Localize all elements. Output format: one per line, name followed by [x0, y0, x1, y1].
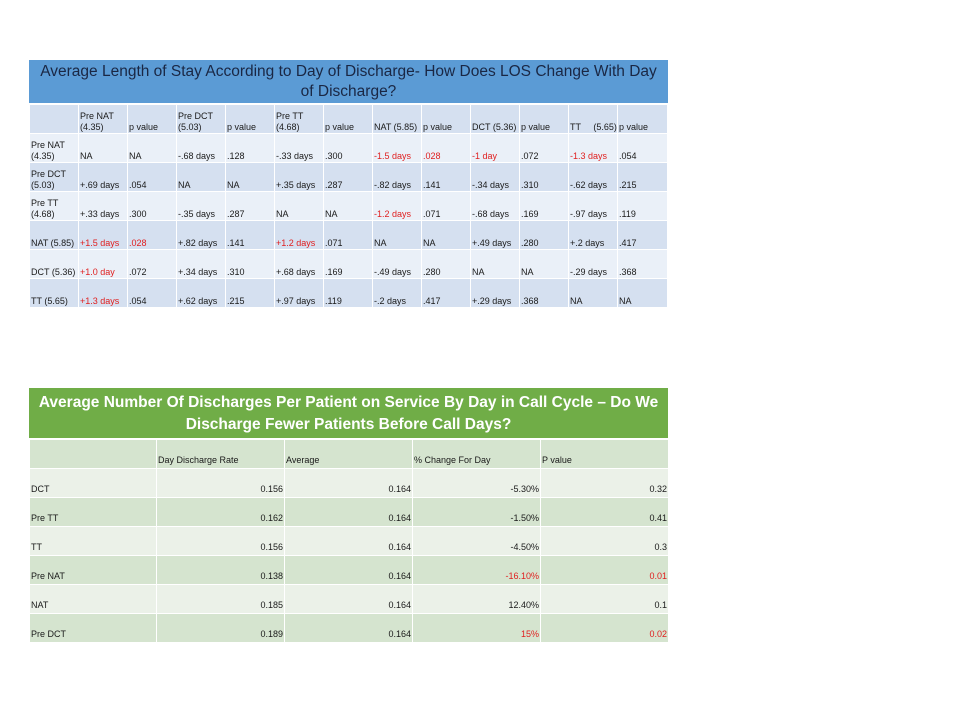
table-cell: .215 — [618, 163, 668, 192]
header-cell: Pre DCT (5.03) — [177, 105, 226, 134]
header-cell: p value — [226, 105, 275, 134]
table-cell: 0.164 — [285, 614, 413, 643]
table-cell: 0.3 — [541, 527, 669, 556]
table-cell: .280 — [520, 221, 569, 250]
table-cell: .368 — [618, 250, 668, 279]
table-cell: +.82 days — [177, 221, 226, 250]
header-cell: p value — [128, 105, 177, 134]
table-row — [30, 556, 669, 585]
table-row — [30, 221, 668, 250]
table-cell: 0.164 — [285, 469, 413, 498]
table-cell: 0.189 — [157, 614, 285, 643]
row-label: NAT (5.85) — [30, 221, 79, 250]
table-cell: NA — [324, 192, 373, 221]
table-cell: +.33 days — [79, 192, 128, 221]
header-cell: TT (5.65) — [569, 105, 618, 134]
table-cell: 12.40% — [413, 585, 541, 614]
table-cell: -5.30% — [413, 469, 541, 498]
table-cell: 0.32 — [541, 469, 669, 498]
table-cell: .119 — [618, 192, 668, 221]
table-cell: .071 — [422, 192, 471, 221]
table-cell: 0.162 — [157, 498, 285, 527]
table-cell: .417 — [618, 221, 668, 250]
table-cell: +.34 days — [177, 250, 226, 279]
discharges-table — [29, 439, 669, 643]
table-cell: NA — [275, 192, 324, 221]
table-cell: +1.2 days — [275, 221, 324, 250]
los-table — [29, 104, 668, 308]
table-cell: .141 — [422, 163, 471, 192]
table-cell: 0.164 — [285, 556, 413, 585]
table-cell: 0.164 — [285, 498, 413, 527]
table-cell: 0.41 — [541, 498, 669, 527]
table-row — [30, 498, 669, 527]
table-row — [30, 192, 668, 221]
table-cell: .169 — [324, 250, 373, 279]
table-row — [30, 527, 669, 556]
table-cell: .071 — [324, 221, 373, 250]
header-cell: NAT (5.85) — [373, 105, 422, 134]
table-cell: .310 — [226, 250, 275, 279]
table-cell: 0.164 — [285, 527, 413, 556]
table-cell: NA — [79, 134, 128, 163]
table-cell: .368 — [520, 279, 569, 308]
table-cell: 0.156 — [157, 469, 285, 498]
discharges-header-row — [30, 440, 669, 469]
table-cell: .072 — [128, 250, 177, 279]
table-cell: +1.3 days — [79, 279, 128, 308]
table-cell: 0.156 — [157, 527, 285, 556]
table-cell: .128 — [226, 134, 275, 163]
table-cell: 0.1 — [541, 585, 669, 614]
table-cell: +.2 days — [569, 221, 618, 250]
table-row — [30, 585, 669, 614]
header-cell: p value — [422, 105, 471, 134]
table-cell: .310 — [520, 163, 569, 192]
header-cell: Pre TT (4.68) — [275, 105, 324, 134]
discharges-table-title: Average Number Of Discharges Per Patient on Service By Day in Call Cycle – Do We Discharge Fewer Patients Before Call Days? — [29, 388, 668, 439]
row-label: Pre NAT — [30, 556, 157, 585]
table-cell: -16.10% — [413, 556, 541, 585]
table-cell: -.49 days — [373, 250, 422, 279]
row-label: TT — [30, 527, 157, 556]
table-cell: -1.5 days — [373, 134, 422, 163]
row-label: Pre DCT (5.03) — [30, 163, 79, 192]
table-cell: .215 — [226, 279, 275, 308]
row-label: TT (5.65) — [30, 279, 79, 308]
table-cell: NA — [177, 163, 226, 192]
table-cell: .300 — [324, 134, 373, 163]
table-cell: -.68 days — [177, 134, 226, 163]
row-label: Pre TT (4.68) — [30, 192, 79, 221]
table-cell: .287 — [324, 163, 373, 192]
header-cell: p value — [324, 105, 373, 134]
table-cell: +.68 days — [275, 250, 324, 279]
table-cell: NA — [226, 163, 275, 192]
header-cell: P value — [541, 440, 669, 469]
header-cell: Day Discharge Rate — [157, 440, 285, 469]
table-cell: .028 — [422, 134, 471, 163]
table-cell: .280 — [422, 250, 471, 279]
table-cell: NA — [422, 221, 471, 250]
table-cell: +.97 days — [275, 279, 324, 308]
table-cell: -1.2 days — [373, 192, 422, 221]
table-cell: .417 — [422, 279, 471, 308]
table-cell: +.62 days — [177, 279, 226, 308]
table-cell: NA — [373, 221, 422, 250]
table-cell: -.34 days — [471, 163, 520, 192]
table-cell: +1.5 days — [79, 221, 128, 250]
header-cell: p value — [520, 105, 569, 134]
table-cell: -4.50% — [413, 527, 541, 556]
table-cell: NA — [569, 279, 618, 308]
table-cell: NA — [471, 250, 520, 279]
header-cell: p value — [618, 105, 668, 134]
table-cell: -.33 days — [275, 134, 324, 163]
table-cell: .072 — [520, 134, 569, 163]
header-cell: Pre NAT (4.35) — [79, 105, 128, 134]
table-cell: NA — [520, 250, 569, 279]
table-row — [30, 614, 669, 643]
table-cell: +.35 days — [275, 163, 324, 192]
discharges-table-block — [29, 388, 668, 643]
table-cell: .054 — [618, 134, 668, 163]
table-cell: -.62 days — [569, 163, 618, 192]
table-cell: +.69 days — [79, 163, 128, 192]
los-table-block — [29, 60, 668, 308]
row-label: DCT — [30, 469, 157, 498]
table-cell: .287 — [226, 192, 275, 221]
table-cell: -.82 days — [373, 163, 422, 192]
table-cell: -.2 days — [373, 279, 422, 308]
header-cell — [30, 105, 79, 134]
table-row — [30, 134, 668, 163]
table-cell: 0.185 — [157, 585, 285, 614]
table-cell: 0.01 — [541, 556, 669, 585]
row-label: Pre TT — [30, 498, 157, 527]
table-cell: .054 — [128, 163, 177, 192]
los-table-title: Average Length of Stay According to Day of Discharge- How Does LOS Change With Day of Discharge? — [29, 60, 668, 104]
row-label: DCT (5.36) — [30, 250, 79, 279]
table-row — [30, 250, 668, 279]
table-cell: -1.3 days — [569, 134, 618, 163]
table-cell: -.29 days — [569, 250, 618, 279]
table-cell: .300 — [128, 192, 177, 221]
table-cell: +1.0 day — [79, 250, 128, 279]
table-cell: +.49 days — [471, 221, 520, 250]
table-cell: -.68 days — [471, 192, 520, 221]
table-cell: 15% — [413, 614, 541, 643]
table-cell: -1 day — [471, 134, 520, 163]
table-cell: .119 — [324, 279, 373, 308]
table-cell: 0.02 — [541, 614, 669, 643]
table-row — [30, 279, 668, 308]
table-cell: -.97 days — [569, 192, 618, 221]
row-label: Pre NAT (4.35) — [30, 134, 79, 163]
header-cell: DCT (5.36) — [471, 105, 520, 134]
table-cell: .028 — [128, 221, 177, 250]
table-row — [30, 469, 669, 498]
table-cell: NA — [128, 134, 177, 163]
row-label: NAT — [30, 585, 157, 614]
table-cell: .054 — [128, 279, 177, 308]
table-cell: -1.50% — [413, 498, 541, 527]
table-row — [30, 163, 668, 192]
table-cell: NA — [618, 279, 668, 308]
table-cell: 0.138 — [157, 556, 285, 585]
header-cell: Average — [285, 440, 413, 469]
header-cell — [30, 440, 157, 469]
table-cell: .169 — [520, 192, 569, 221]
table-cell: 0.164 — [285, 585, 413, 614]
row-label: Pre DCT — [30, 614, 157, 643]
table-cell: .141 — [226, 221, 275, 250]
los-header-row — [30, 105, 668, 134]
header-cell: % Change For Day — [413, 440, 541, 469]
table-cell: +.29 days — [471, 279, 520, 308]
table-cell: -.35 days — [177, 192, 226, 221]
